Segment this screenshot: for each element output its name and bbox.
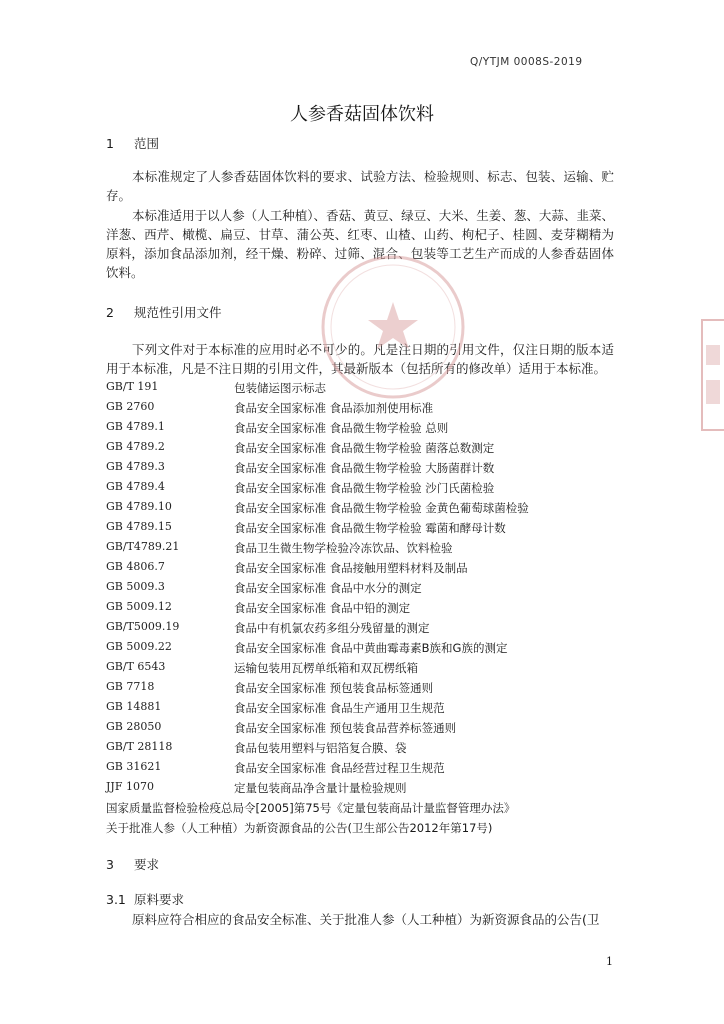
- reference-row: [106, 740, 626, 759]
- section-title: 规范性引用文件: [134, 305, 222, 320]
- reference-code: GB 31621: [106, 760, 162, 773]
- section-1-paragraph-1: [106, 167, 614, 205]
- reference-code: GB 4789.3: [106, 460, 165, 473]
- reference-title: 食品安全国家标准 食品经营过程卫生规范: [234, 761, 445, 775]
- reference-title: 食品包装用塑料与铝箔复合膜、袋: [234, 741, 407, 755]
- section-number: 3.1: [106, 892, 126, 907]
- reference-row: [106, 660, 626, 679]
- reference-title: 食品安全国家标准 食品微生物学检验 菌落总数测定: [234, 441, 495, 455]
- reference-code: GB 4789.10: [106, 500, 172, 513]
- reference-row: [106, 460, 626, 479]
- reference-row: [106, 620, 626, 639]
- reference-code: GB 2760: [106, 400, 155, 413]
- reference-title: 定量包装商品净含量计量检验规则: [234, 781, 407, 795]
- paragraph-text: 本标准规定了人参香菇固体饮料的要求、试验方法、检验规则、标志、包装、运输、贮存。: [106, 169, 614, 203]
- reference-row: [106, 560, 626, 579]
- reference-title: 食品安全国家标准 食品微生物学检验 霉菌和酵母计数: [234, 521, 506, 535]
- section-3-1-heading: [106, 890, 184, 908]
- reference-row: [106, 420, 626, 439]
- section-3-1-paragraph: [106, 910, 614, 929]
- reference-title: 食品安全国家标准 食品生产通用卫生规范: [234, 701, 445, 715]
- section-number: 1: [106, 136, 114, 151]
- reference-code: GB 4789.1: [106, 420, 165, 433]
- reference-title: 食品安全国家标准 食品微生物学检验 金黄色葡萄球菌检验: [234, 501, 529, 515]
- company-seal-stamp: [318, 252, 468, 402]
- reference-title: 食品中有机氯农药多组分残留量的测定: [234, 621, 430, 635]
- reference-row: [106, 700, 626, 719]
- reference-row: [106, 780, 626, 799]
- reference-code: GB/T 6543: [106, 660, 166, 673]
- reference-row: [106, 440, 626, 459]
- document-title: 人参香菇固体饮料: [290, 104, 434, 125]
- reference-row: [106, 680, 626, 699]
- reference-code: GB 5009.12: [106, 600, 172, 613]
- reference-code: GB/T5009.19: [106, 620, 180, 633]
- reference-code: GB 5009.22: [106, 640, 172, 653]
- reference-code: JJF 1070: [106, 780, 154, 793]
- paragraph-text: 下列文件对于本标准的应用时必不可少的。凡是注日期的引用文件，仅注日期的版本适用于本标准，凡是不注日期的引用文件，其最新版本（包括所有的修改单）适用于本标准。: [106, 342, 614, 376]
- reference-row: [106, 520, 626, 539]
- reference-row: [106, 480, 626, 499]
- section-title: 范围: [134, 136, 160, 151]
- reference-code: GB 7718: [106, 680, 155, 693]
- paragraph-text: 本标准适用于以人参（人工种植）、香菇、黄豆、绿豆、大米、生姜、葱、大蒜、韭菜、洋葱、西芹、橄榄、扁豆、甘草、蒲公英、红枣、山楂、山药、枸杞子、桂圆、麦芽糊精为原料，添加食品添加剂，经干燥、粉碎、过筛、混合、包装等工艺生产而成的人参香菇固体饮料。: [106, 208, 614, 280]
- reference-title: 食品安全国家标准 预包装食品标签通则: [234, 681, 434, 695]
- reference-row: [106, 540, 626, 559]
- page-number: 1: [606, 955, 613, 968]
- reference-title: 食品安全国家标准 食品微生物学检验 大肠菌群计数: [234, 461, 495, 475]
- reference-row: [106, 580, 626, 599]
- reference-title: 食品安全国家标准 食品中黄曲霉毒素B族和G族的测定: [234, 641, 508, 655]
- section-3-heading: [106, 855, 159, 873]
- reference-code: GB 14881: [106, 700, 162, 713]
- reference-code: GB/T 28118: [106, 740, 173, 753]
- reference-code: GB 4789.2: [106, 440, 165, 453]
- reference-title: 食品安全国家标准 食品中铅的测定: [234, 601, 411, 615]
- reference-code: GB/T 191: [106, 380, 159, 393]
- section-title: 原料要求: [134, 892, 185, 907]
- reference-row: [106, 500, 626, 519]
- section-number: 2: [106, 305, 114, 320]
- section-1-heading: [106, 134, 159, 152]
- reference-title: 食品安全国家标准 食品微生物学检验 总则: [234, 421, 449, 435]
- reference-code: GB 28050: [106, 720, 162, 733]
- section-title: 要求: [134, 857, 160, 872]
- section-2-heading: [106, 303, 222, 321]
- reference-code: GB/T4789.21: [106, 540, 180, 553]
- reference-code: GB 4789.15: [106, 520, 172, 533]
- extra-reference-1: 国家质量监督检验检疫总局令[2005]第75号《定量包装商品计量监督管理办法》: [106, 801, 516, 815]
- reference-title: 食品安全国家标准 食品接触用塑料材料及制品: [234, 561, 468, 575]
- section-number: 3: [106, 857, 114, 872]
- reference-title: 食品卫生微生物学检验冷冻饮品、饮料检验: [234, 541, 453, 555]
- reference-row: [106, 400, 626, 419]
- reference-code: GB 4789.4: [106, 480, 165, 493]
- edge-seal-fragment: [700, 300, 724, 450]
- reference-row: [106, 760, 626, 779]
- reference-title: 食品安全国家标准 食品微生物学检验 沙门氏菌检验: [234, 481, 495, 495]
- reference-code: GB 4806.7: [106, 560, 165, 573]
- reference-code: GB 5009.3: [106, 580, 165, 593]
- standard-code: Q/YTJM 0008S-2019: [470, 56, 583, 68]
- paragraph-text: 原料应符合相应的食品安全标准、关于批准人参（人工种植）为新资源食品的公告(卫: [132, 912, 600, 927]
- reference-row: [106, 600, 626, 619]
- reference-title: 运输包装用瓦楞单纸箱和双瓦楞纸箱: [234, 661, 418, 675]
- reference-title: 包装储运图示标志: [234, 381, 326, 395]
- reference-title: 食品安全国家标准 食品添加剂使用标准: [234, 401, 434, 415]
- reference-title: 食品安全国家标准 预包装食品营养标签通则: [234, 721, 457, 735]
- reference-row: [106, 640, 626, 659]
- extra-reference-2: 关于批准人参（人工种植）为新资源食品的公告(卫生部公告2012年第17号): [106, 821, 493, 835]
- reference-row: [106, 720, 626, 739]
- reference-title: 食品安全国家标准 食品中水分的测定: [234, 581, 422, 595]
